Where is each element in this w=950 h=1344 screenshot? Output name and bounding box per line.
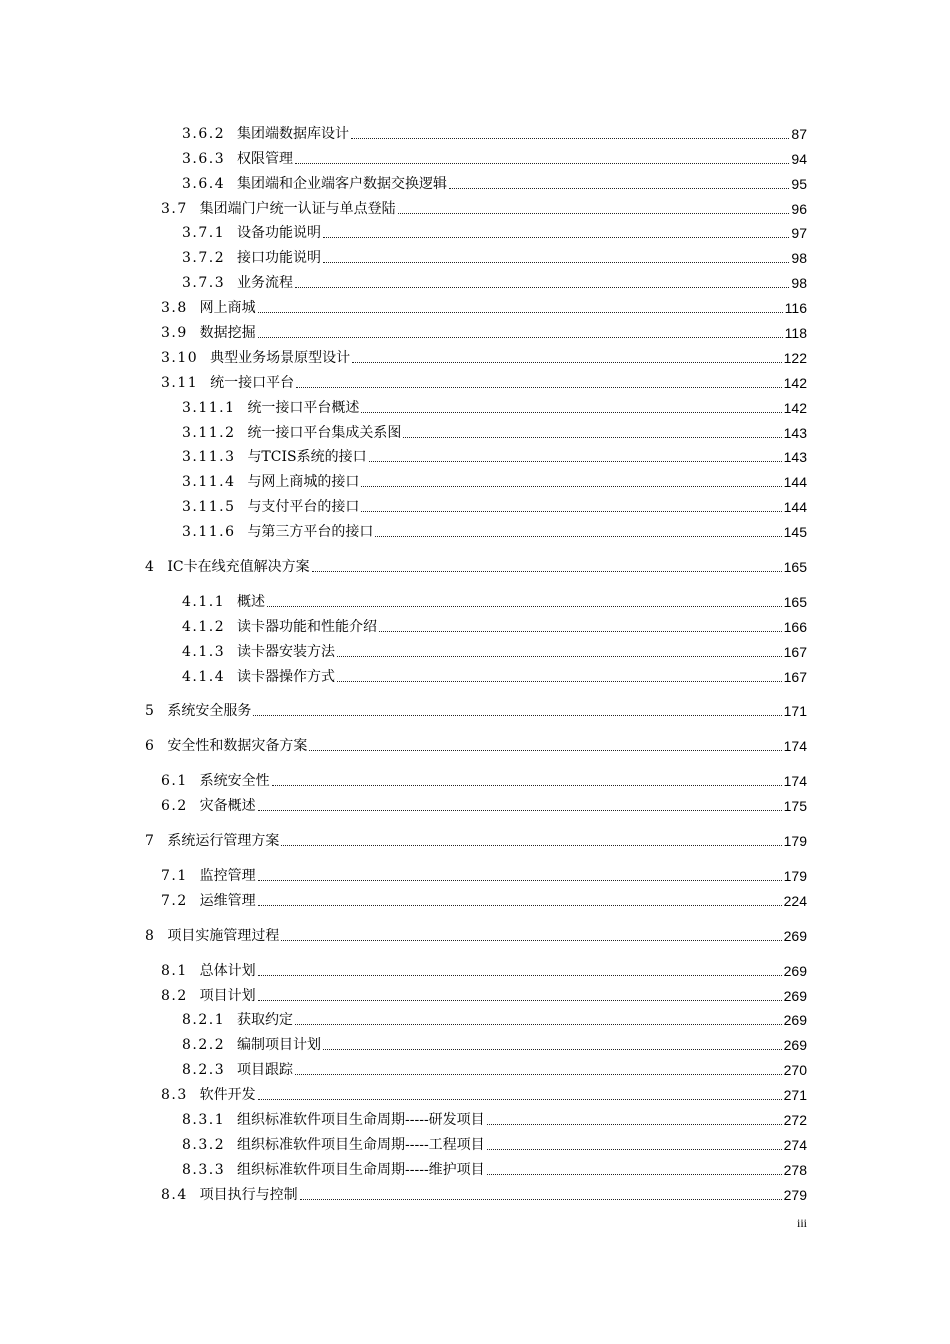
toc-entry[interactable] (145, 1029, 807, 1054)
toc-entry[interactable] (145, 466, 807, 491)
toc-entry-title: 组织标准软件项目生命周期-----研发项目 (237, 1111, 485, 1128)
toc-entry[interactable] (145, 292, 807, 317)
toc-entry-title: 组织标准软件项目生命周期-----维护项目 (237, 1161, 485, 1178)
toc-entry-title: 项目执行与控制 (199, 1186, 298, 1203)
toc-entry-page: 278 (783, 1161, 807, 1178)
toc-entry-number: 8.3.2 (182, 1136, 226, 1153)
toc-entry-number: 3.8 (161, 300, 188, 317)
toc-entry[interactable] (145, 118, 807, 143)
toc-entry-number: 8.3.3 (182, 1161, 226, 1178)
toc-entry-number: 3.7 (161, 200, 188, 217)
toc-entry-title: 集团端门户统一认证与单点登陆 (199, 200, 396, 217)
toc-entry-title: 软件开发 (199, 1087, 256, 1104)
toc-entry[interactable] (145, 367, 807, 392)
dot-leader (323, 262, 789, 263)
dot-leader (352, 362, 782, 363)
toc-entry-title: 安全性和数据灾备方案 (167, 738, 308, 755)
toc-entry-page: 167 (783, 643, 807, 660)
toc-entry[interactable] (145, 342, 807, 367)
toc-entry-title: IC卡在线充值解决方案 (167, 559, 310, 576)
toc-entry-page: 144 (783, 499, 807, 516)
toc-entry-title: 与TCIS系统的接口 (247, 449, 367, 466)
toc-entry[interactable] (145, 1129, 807, 1154)
toc-entry-page: 271 (783, 1087, 807, 1104)
toc-entry-page: 116 (784, 300, 807, 317)
toc-entry-number: 7.1 (161, 867, 188, 884)
toc-entry[interactable] (145, 611, 807, 636)
dot-leader (312, 571, 782, 572)
dot-leader (323, 237, 789, 238)
toc-entry-number: 8.3 (161, 1087, 188, 1104)
toc-entry-number: 3.11.1 (182, 399, 236, 416)
toc-entry[interactable] (145, 860, 807, 885)
toc-entry-page: 167 (783, 668, 807, 685)
toc-entry-number: 3.11.6 (182, 524, 236, 541)
dot-leader (361, 486, 781, 487)
table-of-contents (145, 118, 807, 1204)
toc-entry[interactable] (145, 392, 807, 417)
toc-entry-number: 8.1 (161, 962, 188, 979)
toc-entry-title: 获取约定 (237, 1012, 294, 1029)
dot-leader (258, 1099, 782, 1100)
toc-entry-page: 95 (791, 175, 807, 192)
toc-entry-page: 179 (783, 867, 807, 884)
toc-entry-page: 96 (791, 200, 807, 217)
toc-entry-page: 171 (783, 703, 807, 720)
toc-entry-number: 6.2 (161, 798, 188, 815)
toc-entry-number: 7.2 (161, 892, 188, 909)
toc-entry[interactable] (145, 1005, 807, 1030)
toc-entry-page: 142 (783, 374, 807, 391)
toc-entry-title: 读卡器操作方式 (237, 668, 336, 685)
toc-entry-number: 5 (145, 703, 156, 720)
toc-entry[interactable] (145, 1079, 807, 1104)
toc-entry[interactable] (145, 790, 807, 815)
toc-entry-page: 165 (783, 593, 807, 610)
dot-leader (337, 681, 782, 682)
toc-entry-page: 174 (783, 738, 807, 755)
dot-leader (337, 656, 782, 657)
toc-entry-title: 统一接口平台集成关系图 (247, 424, 402, 441)
toc-entry-title: 组织标准软件项目生命周期-----工程项目 (237, 1136, 485, 1153)
dot-leader (267, 606, 782, 607)
dot-leader (361, 511, 781, 512)
toc-entry-number: 4.1.1 (182, 593, 226, 610)
toc-entry-title: 与第三方平台的接口 (247, 524, 374, 541)
toc-entry-page: 165 (783, 559, 807, 576)
toc-entry-title: 项目计划 (199, 987, 256, 1004)
toc-entry[interactable] (145, 636, 807, 661)
dot-leader (300, 1199, 782, 1200)
toc-entry[interactable] (145, 417, 807, 442)
toc-entry[interactable] (145, 516, 807, 541)
dot-leader (258, 810, 782, 811)
toc-entry-title: 项目实施管理过程 (167, 927, 280, 944)
toc-entry-title: 与网上商城的接口 (247, 474, 360, 491)
dot-leader (398, 213, 790, 214)
toc-entry[interactable] (145, 193, 807, 218)
toc-entry-title: 权限管理 (237, 150, 294, 167)
toc-entry[interactable] (145, 442, 807, 467)
toc-entry[interactable] (145, 730, 807, 755)
page-number-footer: iii (796, 1216, 807, 1230)
dot-leader (281, 940, 781, 941)
toc-entry-number: 3.11.3 (182, 449, 236, 466)
toc-entry-page: 94 (791, 150, 807, 167)
toc-entry[interactable] (145, 696, 807, 721)
toc-entry-number: 3.10 (161, 349, 199, 366)
dot-leader (487, 1124, 782, 1125)
toc-entry-title: 总体计划 (199, 962, 256, 979)
toc-entry-page: 269 (783, 1012, 807, 1029)
toc-entry-number: 4 (145, 559, 156, 576)
toc-entry-title: 典型业务场景原型设计 (210, 349, 351, 366)
dot-leader (449, 188, 789, 189)
toc-entry-title: 项目跟踪 (237, 1062, 294, 1079)
dot-leader (258, 905, 782, 906)
toc-entry-title: 系统安全服务 (167, 703, 252, 720)
toc-entry-page: 272 (783, 1111, 807, 1128)
toc-entry-title: 设备功能说明 (237, 225, 322, 242)
toc-entry[interactable] (145, 1154, 807, 1179)
toc-entry-number: 3.6.3 (182, 150, 226, 167)
toc-entry-number: 8.2.1 (182, 1012, 226, 1029)
dot-leader (487, 1174, 782, 1175)
toc-entry-number: 3.7.2 (182, 250, 226, 267)
toc-entry-page: 269 (783, 1037, 807, 1054)
toc-entry-number: 8.2.3 (182, 1062, 226, 1079)
dot-leader (258, 975, 782, 976)
dot-leader (375, 536, 781, 537)
dot-leader (323, 1049, 782, 1050)
dot-leader (253, 715, 781, 716)
toc-entry[interactable] (145, 551, 807, 576)
dot-leader (351, 138, 789, 139)
toc-entry-page: 269 (783, 962, 807, 979)
toc-entry-page: 142 (783, 399, 807, 416)
toc-entry-title: 系统安全性 (199, 773, 270, 790)
toc-entry-title: 接口功能说明 (237, 250, 322, 267)
toc-entry-number: 3.9 (161, 325, 188, 342)
dot-leader (296, 387, 782, 388)
toc-entry-page: 143 (783, 449, 807, 466)
toc-entry-title: 编制项目计划 (237, 1037, 322, 1054)
toc-entry[interactable] (145, 765, 807, 790)
toc-entry-title: 灾备概述 (199, 798, 256, 815)
toc-entry-number: 8.2 (161, 987, 188, 1004)
dot-leader (258, 312, 783, 313)
toc-entry-title: 读卡器安装方法 (237, 643, 336, 660)
toc-entry-number: 8.4 (161, 1186, 188, 1203)
toc-entry-number: 3.11.4 (182, 474, 236, 491)
toc-entry-title: 集团端数据库设计 (237, 125, 350, 142)
toc-entry-number: 3.11 (161, 374, 199, 391)
toc-entry-number: 3.7.3 (182, 275, 226, 292)
toc-entry[interactable] (145, 317, 807, 342)
toc-entry-title: 监控管理 (199, 867, 256, 884)
toc-entry-number: 3.6.4 (182, 175, 226, 192)
toc-entry-number: 7 (145, 833, 156, 850)
toc-entry-title: 网上商城 (199, 300, 256, 317)
toc-entry-title: 系统运行管理方案 (167, 833, 280, 850)
toc-entry-page: 97 (791, 225, 807, 242)
toc-entry-number: 4.1.3 (182, 643, 226, 660)
toc-entry-page: 174 (783, 773, 807, 790)
toc-entry-title: 数据挖掘 (199, 325, 256, 342)
dot-leader (309, 750, 781, 751)
toc-entry[interactable] (145, 1054, 807, 1079)
toc-entry[interactable] (145, 1179, 807, 1204)
toc-entry-number: 3.6.2 (182, 125, 226, 142)
toc-entry-page: 269 (783, 927, 807, 944)
toc-entry[interactable] (145, 980, 807, 1005)
dot-leader (379, 631, 782, 632)
dot-leader (258, 1000, 782, 1001)
toc-entry-page: 274 (783, 1136, 807, 1153)
toc-entry-title: 集团端和企业端客户数据交换逻辑 (237, 175, 448, 192)
toc-entry-title: 与支付平台的接口 (247, 499, 360, 516)
toc-entry-page: 269 (783, 987, 807, 1004)
dot-leader (295, 1074, 782, 1075)
dot-leader (487, 1149, 782, 1150)
toc-entry-page: 98 (791, 275, 807, 292)
dot-leader (295, 287, 789, 288)
toc-entry-number: 6.1 (161, 773, 188, 790)
toc-entry-page: 143 (783, 424, 807, 441)
toc-entry[interactable] (145, 825, 807, 850)
toc-entry[interactable] (145, 218, 807, 243)
toc-entry-title: 读卡器功能和性能介绍 (237, 618, 378, 635)
toc-entry[interactable] (145, 143, 807, 168)
toc-entry-title: 业务流程 (237, 275, 294, 292)
toc-entry[interactable] (145, 885, 807, 910)
toc-entry-number: 8 (145, 927, 156, 944)
toc-entry[interactable] (145, 920, 807, 945)
toc-entry-number: 6 (145, 738, 156, 755)
toc-entry-page: 179 (783, 833, 807, 850)
toc-entry-title: 概述 (237, 593, 266, 610)
toc-entry-page: 270 (783, 1062, 807, 1079)
toc-entry-number: 3.11.2 (182, 424, 236, 441)
toc-entry-page: 224 (783, 892, 807, 909)
toc-entry-number: 3.11.5 (182, 499, 236, 516)
toc-entry[interactable] (145, 267, 807, 292)
toc-entry[interactable] (145, 1104, 807, 1129)
toc-entry-number: 8.2.2 (182, 1037, 226, 1054)
toc-entry-page: 279 (783, 1186, 807, 1203)
toc-entry-page: 98 (791, 250, 807, 267)
dot-leader (403, 437, 781, 438)
dot-leader (281, 845, 781, 846)
toc-entry-number: 3.7.1 (182, 225, 226, 242)
toc-entry-number: 4.1.4 (182, 668, 226, 685)
toc-entry[interactable] (145, 955, 807, 980)
dot-leader (295, 1024, 782, 1025)
toc-entry[interactable] (145, 242, 807, 267)
toc-entry[interactable] (145, 491, 807, 516)
toc-entry-page: 87 (791, 125, 807, 142)
toc-entry-page: 122 (783, 349, 807, 366)
dot-leader (272, 785, 782, 786)
dot-leader (361, 412, 781, 413)
toc-entry-page: 175 (783, 798, 807, 815)
toc-entry-page: 166 (783, 618, 807, 635)
toc-entry-page: 118 (784, 325, 807, 342)
dot-leader (295, 163, 789, 164)
toc-entry-title: 运维管理 (199, 892, 256, 909)
toc-entry-page: 144 (783, 474, 807, 491)
toc-entry[interactable] (145, 586, 807, 611)
toc-entry-title: 统一接口平台 (210, 374, 295, 391)
toc-entry-page: 145 (783, 524, 807, 541)
dot-leader (369, 461, 782, 462)
toc-entry-number: 4.1.2 (182, 618, 226, 635)
toc-entry-title: 统一接口平台概述 (247, 399, 360, 416)
toc-entry[interactable] (145, 661, 807, 686)
dot-leader (258, 337, 783, 338)
toc-entry-number: 8.3.1 (182, 1111, 226, 1128)
toc-entry[interactable] (145, 168, 807, 193)
dot-leader (258, 880, 782, 881)
